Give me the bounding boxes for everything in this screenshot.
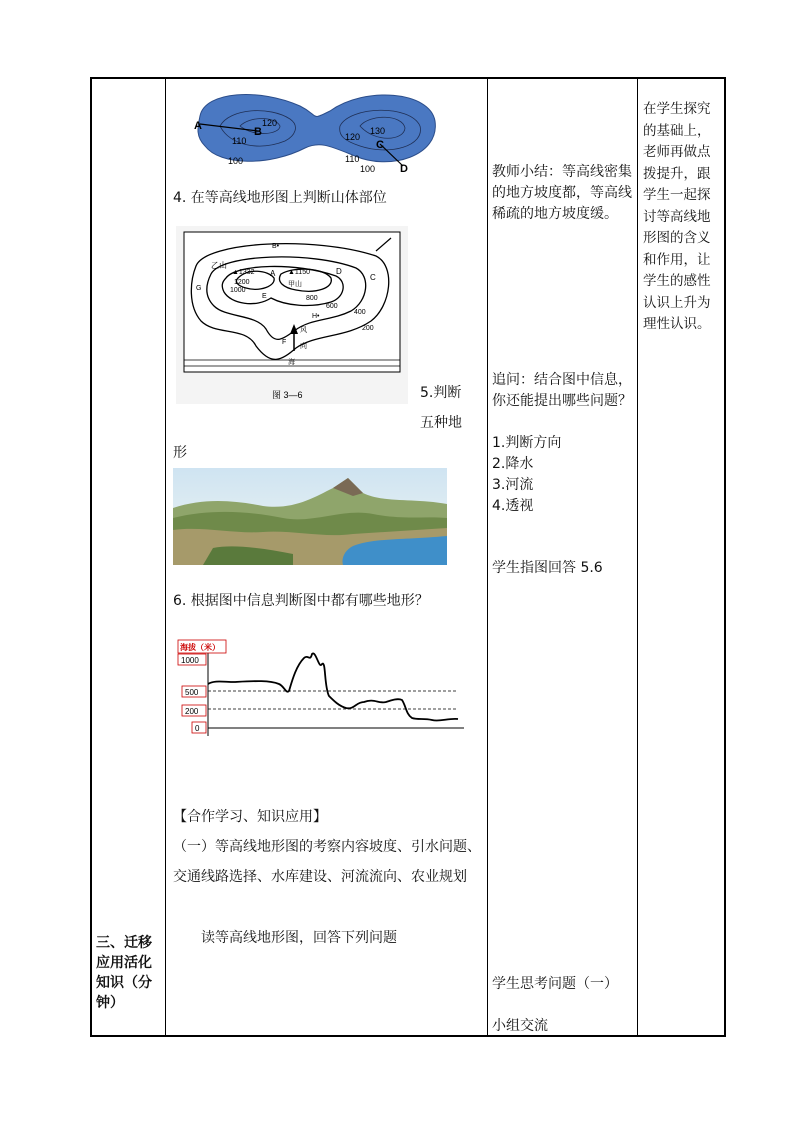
svg-text:向: 向 (300, 343, 307, 350)
svg-text:600: 600 (326, 303, 338, 310)
svg-text:C: C (370, 273, 376, 282)
elevation-profile (174, 636, 466, 740)
svg-text:海: 海 (288, 359, 295, 366)
followup-item-4: 4.透视 (492, 498, 534, 514)
profile-ylabel: 海拔（米） (180, 643, 220, 652)
contour-100b: 100 (360, 164, 376, 172)
item-5-part1: 5.判断 (420, 385, 462, 401)
svg-text:▲1150: ▲1150 (288, 269, 310, 276)
contour-map-svg (176, 226, 408, 404)
followup-question: 追问：结合图中信息，你还能提出哪些问题？ (492, 372, 632, 409)
contour-100: 100 (228, 156, 244, 166)
label-C: C (376, 139, 384, 151)
group-discussion: 小组交流 (492, 1018, 548, 1034)
item-4: 4. 在等高线地形图上判断山体部位 (173, 190, 387, 206)
coop-title: 【合作学习、知识应用】 (173, 809, 327, 825)
landscape-svg (173, 468, 447, 565)
contour-130: 130 (370, 126, 386, 136)
item-5-part3: 形 (173, 445, 187, 461)
label-A: A (194, 120, 202, 132)
profile-svg (174, 636, 466, 740)
contour-figure-island (190, 86, 440, 172)
svg-text:1000: 1000 (230, 287, 246, 294)
svg-text:G: G (196, 285, 202, 292)
followup-item-3: 3.河流 (492, 477, 534, 493)
svg-text:E: E (262, 293, 267, 300)
svg-text:B•: B• (272, 243, 280, 250)
contour-island-svg (190, 86, 440, 172)
svg-text:风: 风 (300, 327, 307, 334)
svg-text:D: D (336, 267, 342, 276)
tick-200: 200 (185, 707, 199, 716)
svg-text:乙山: 乙山 (211, 261, 227, 270)
label-D: D (400, 163, 408, 172)
item-6: 6. 根据图中信息判断图中都有哪些地形？ (173, 593, 429, 609)
svg-text:1200: 1200 (234, 279, 250, 286)
fig-caption: 图 3—6 (272, 390, 303, 400)
landscape-illustration (173, 468, 447, 565)
teacher-note: 在学生探究的基础上，老师再做点拨提升，跟学生一起探讨等高线地形图的含义和作用，让学生的感性认识上升为理性认识。 (643, 101, 711, 332)
svg-text:甲山: 甲山 (288, 281, 302, 288)
svg-text:200: 200 (362, 325, 374, 332)
contour-120b: 120 (345, 132, 361, 142)
svg-text:▲1332: ▲1332 (232, 269, 255, 276)
tick-500: 500 (185, 688, 199, 697)
svg-text:H•: H• (312, 313, 320, 320)
student-answer: 学生指图回答 5.6 (492, 560, 603, 576)
followup-item-2: 2.降水 (492, 456, 534, 472)
contour-map-figure (176, 226, 408, 404)
coop-body: （一）等高线地形图的考察内容坡度、引水问题、交通线路选择、水库建设、河流流向、农业规划 (173, 839, 481, 885)
contour-120: 120 (262, 118, 278, 128)
followup-item-1: 1.判断方向 (492, 435, 562, 451)
contour-110: 110 (232, 136, 247, 146)
svg-text:400: 400 (354, 309, 366, 316)
contour-110b: 110 (345, 154, 360, 164)
tick-0: 0 (195, 724, 200, 733)
read-task: 读等高线地形图，回答下列问题 (201, 930, 397, 946)
tick-1000: 1000 (181, 656, 199, 665)
section-label: 三、迁移应用活化知识（分钟） (96, 935, 152, 1011)
svg-text:F: F (282, 339, 287, 346)
item-5-part2: 五种地 (420, 415, 462, 431)
svg-text:800: 800 (306, 295, 318, 302)
student-think: 学生思考问题（一） (492, 976, 618, 992)
column-divider (637, 79, 638, 1035)
column-divider (487, 79, 488, 1035)
svg-text:A: A (270, 269, 276, 278)
column-divider (165, 79, 166, 1035)
label-B: B (254, 126, 262, 138)
teacher-summary: 教师小结：等高线密集的地方坡度都，等高线稀疏的地方坡度缓。 (492, 164, 632, 222)
